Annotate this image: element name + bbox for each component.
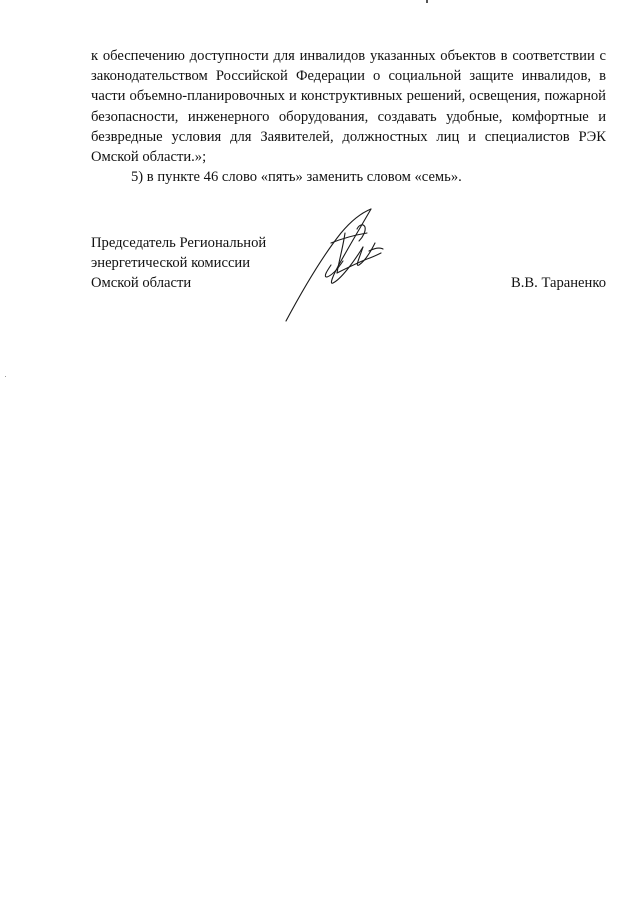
signer-title-line-1: Председатель Региональной xyxy=(91,235,267,251)
signer-title xyxy=(91,233,291,294)
scan-speck xyxy=(5,376,6,377)
signer-title-line-3: Омской области xyxy=(91,275,192,292)
list-item-5: 5) в пункте 46 слово «пять» заменить словом «семь». xyxy=(131,169,462,186)
handwritten-signature xyxy=(271,203,411,328)
document-body xyxy=(91,46,606,187)
scan-mark xyxy=(426,0,428,3)
signature-block xyxy=(91,233,606,333)
paragraph-continuation: к обеспечению доступности для инвалидов указанных объектов в соответствии с законодательством Российской Федерации о социальной защите инвалидов, в части объемно-планировочных и конструктивных решений, освещения, пожарной безопасности, инженерного оборудования, создавать удобные, комфортные и безвредные условия для Заявителей, должностных лиц и специалистов РЭК Омской области.»; xyxy=(91,48,606,166)
signer-name: В.В. Тараненко xyxy=(511,275,606,291)
signer-title-line-2: энергетической комиссии xyxy=(91,255,251,272)
